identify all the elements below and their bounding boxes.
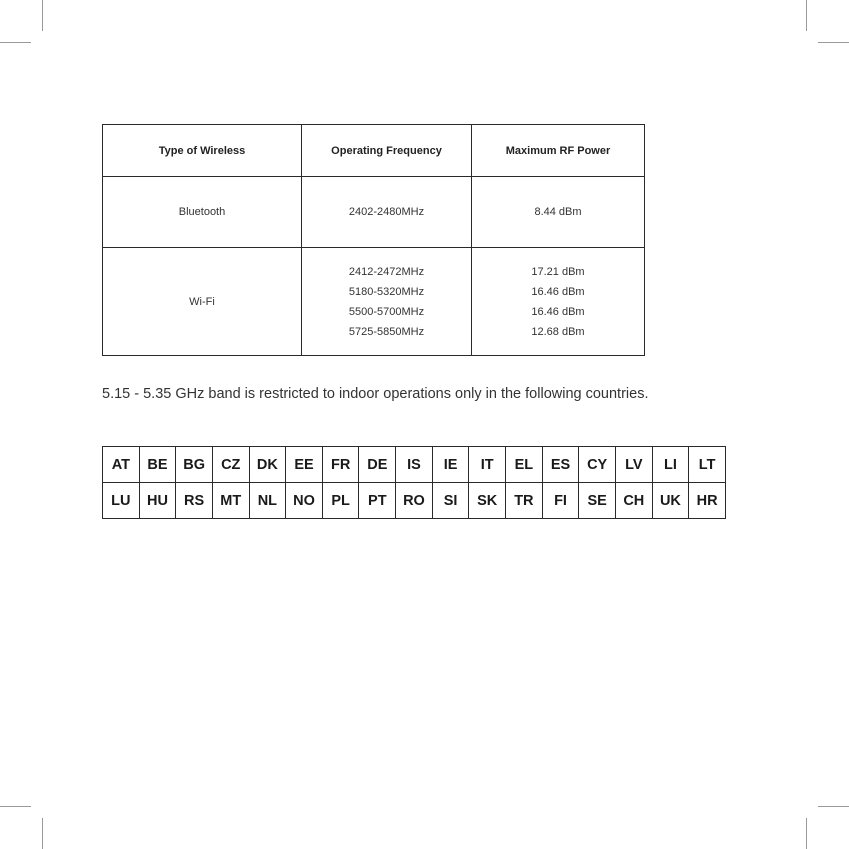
wifi-frequency: 5500-5700MHz (348, 305, 425, 318)
crop-mark-top-left-horizontal (0, 42, 31, 43)
spec-row-wifi (103, 248, 645, 356)
spec-row-bluetooth (103, 177, 645, 248)
crop-mark-top-left-vertical (42, 0, 43, 31)
country-code-cell: ES (542, 447, 579, 483)
spec-header-row (103, 125, 645, 177)
country-row-2 (103, 483, 726, 519)
country-code-cell: PT (359, 483, 396, 519)
wifi-type: Wi-Fi (103, 248, 302, 356)
country-code-cell: EL (506, 447, 543, 483)
crop-mark-top-right-vertical (806, 0, 807, 31)
country-code-cell: LT (689, 447, 726, 483)
country-code-cell: LI (652, 447, 689, 483)
crop-mark-bottom-right-vertical (806, 818, 807, 849)
country-code-cell: MT (212, 483, 249, 519)
wifi-power: 17.21 dBm (531, 265, 585, 278)
crop-mark-bottom-left-vertical (42, 818, 43, 849)
indoor-restriction-note: 5.15 - 5.35 GHz band is restricted to indoor operations only in the following countries. (102, 386, 649, 402)
wifi-frequency: 2412-2472MHz (348, 265, 425, 278)
header-operating-frequency: Operating Frequency (302, 125, 472, 177)
bluetooth-type: Bluetooth (103, 177, 302, 248)
crop-mark-bottom-right-horizontal (818, 806, 849, 807)
country-code-cell: HU (139, 483, 176, 519)
country-code-cell: IE (432, 447, 469, 483)
country-code-cell: EE (286, 447, 323, 483)
crop-mark-bottom-left-horizontal (0, 806, 31, 807)
country-code-cell: NL (249, 483, 286, 519)
wifi-power: 16.46 dBm (531, 305, 585, 318)
wifi-frequency: 5725-5850MHz (348, 325, 425, 338)
wifi-powers (472, 248, 645, 356)
country-code-cell: UK (652, 483, 689, 519)
country-code-cell: IS (396, 447, 433, 483)
country-code-cell: CY (579, 447, 616, 483)
country-code-cell: RO (396, 483, 433, 519)
country-code-cell: DE (359, 447, 396, 483)
country-code-cell: BG (176, 447, 213, 483)
bluetooth-frequency: 2402-2480MHz (302, 177, 472, 248)
country-code-cell: DK (249, 447, 286, 483)
country-code-cell: SI (432, 483, 469, 519)
country-code-cell: BE (139, 447, 176, 483)
country-code-table (102, 446, 726, 519)
wifi-power: 16.46 dBm (531, 285, 585, 298)
country-code-cell: FR (322, 447, 359, 483)
country-code-cell: SK (469, 483, 506, 519)
wireless-spec-table (102, 124, 645, 356)
header-type-of-wireless: Type of Wireless (103, 125, 302, 177)
crop-mark-top-right-horizontal (818, 42, 849, 43)
country-code-cell: CH (615, 483, 652, 519)
wifi-frequency: 5180-5320MHz (348, 285, 425, 298)
wifi-power: 12.68 dBm (531, 325, 585, 338)
country-code-cell: TR (506, 483, 543, 519)
country-code-cell: CZ (212, 447, 249, 483)
country-code-cell: SE (579, 483, 616, 519)
country-code-cell: RS (176, 483, 213, 519)
header-maximum-rf-power: Maximum RF Power (472, 125, 645, 177)
country-row-1 (103, 447, 726, 483)
country-code-cell: AT (103, 447, 140, 483)
country-code-cell: LV (615, 447, 652, 483)
wifi-frequencies (302, 248, 472, 356)
country-code-cell: LU (103, 483, 140, 519)
bluetooth-power: 8.44 dBm (472, 177, 645, 248)
country-code-cell: PL (322, 483, 359, 519)
country-code-cell: NO (286, 483, 323, 519)
country-code-cell: HR (689, 483, 726, 519)
country-code-cell: IT (469, 447, 506, 483)
country-code-cell: FI (542, 483, 579, 519)
